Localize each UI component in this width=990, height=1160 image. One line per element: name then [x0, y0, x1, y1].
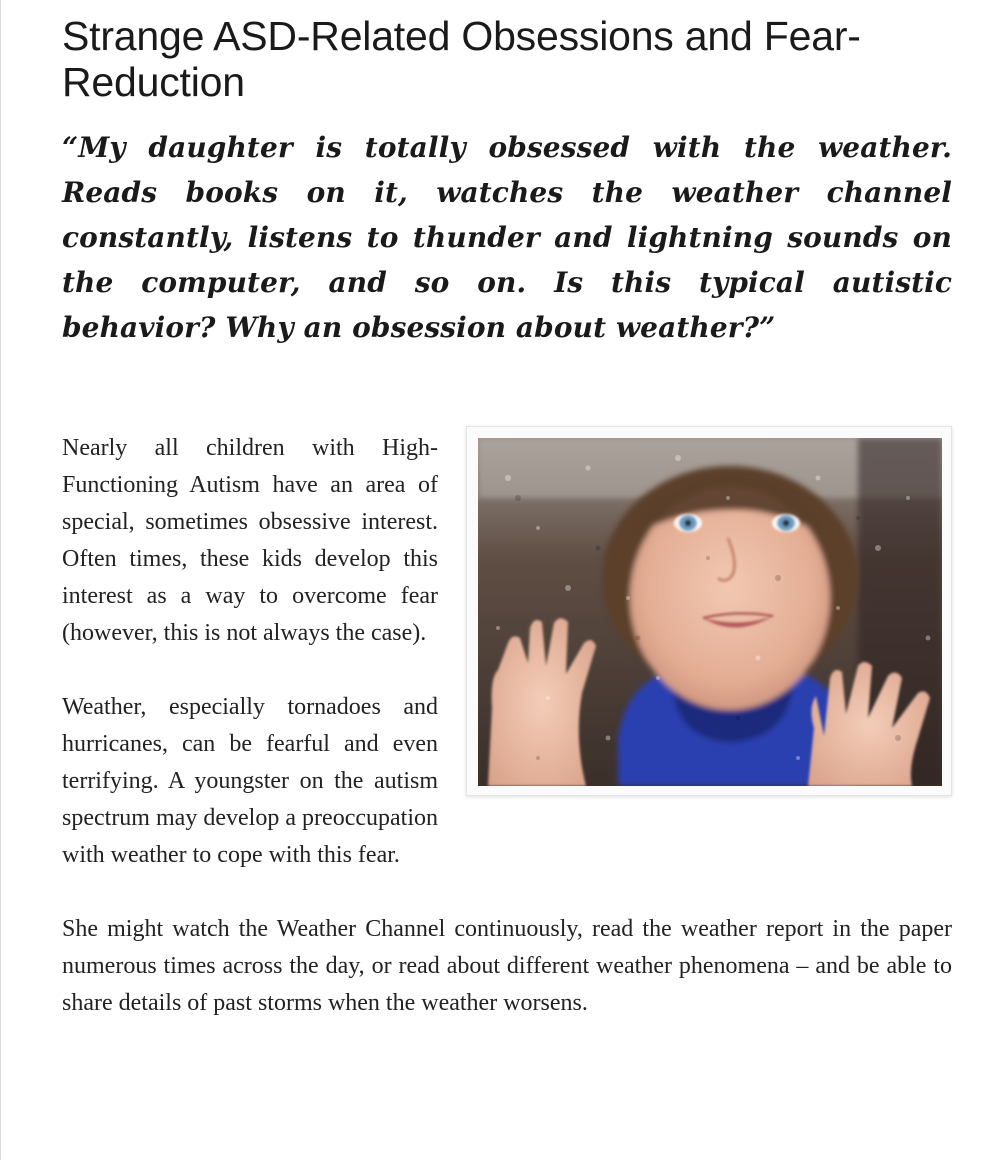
article-title: Strange ASD-Related Obsessions and Fear-Reduction	[62, 13, 861, 105]
child-behind-rainy-window-photo	[478, 438, 942, 786]
article-body	[62, 430, 952, 1022]
article	[62, 0, 952, 1059]
body-paragraph-3: She might watch the Weather Channel continuously, read the weather report in the paper numerous times across the day, or read about different weather phenomena – and be able to share details of past storms when the weather worsens.	[62, 916, 952, 1016]
body-paragraph-1: Nearly all children with High-Functioning Autism have an area of special, sometimes obsessive interest. Often times, these kids develop this interest as a way to overcome fear (however, this is not always the case).	[62, 435, 438, 646]
article-image-frame	[466, 426, 952, 796]
pull-quote: “My daughter is totally obsessed with the weather. Reads books on it, watches the weather channel constantly, listens to thunder and lightning sounds on the computer, and so on. Is this typical autistic behavior? Why an obsession about weather?”	[62, 131, 952, 344]
body-paragraph-2: Weather, especially tornadoes and hurricanes, can be fearful and even terrifying. A youngster on the autism spectrum may develop a preoccupation with weather to cope with this fear.	[62, 694, 438, 868]
page-left-border	[0, 0, 1, 1160]
